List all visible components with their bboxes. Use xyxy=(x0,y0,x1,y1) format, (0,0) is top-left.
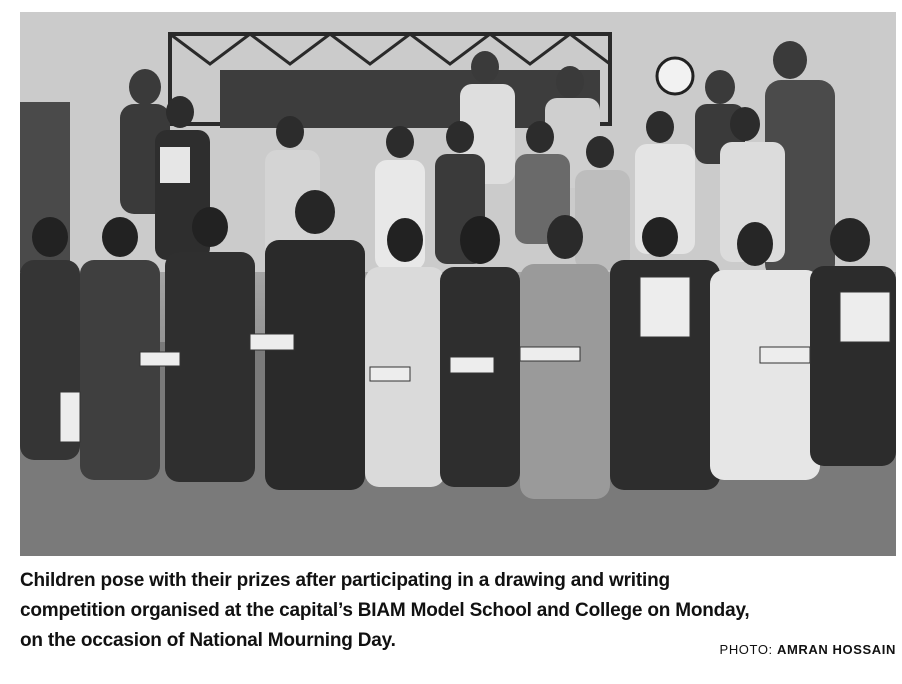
photo-credit-name: AMRAN HOSSAIN xyxy=(776,642,896,657)
caption-line-1: Children pose with their prizes after participating in a drawing and writing xyxy=(20,570,670,591)
photo-credit xyxy=(720,642,896,657)
caption-line-2: competition organised at the capital’s BIAM Model School and College on Monday, xyxy=(20,600,750,621)
clock-icon xyxy=(657,58,693,94)
photo-credit-label: PHOTO: xyxy=(719,642,773,657)
caption-line-3: on the occasion of National Mourning Day. xyxy=(20,630,396,651)
news-photo xyxy=(20,12,896,556)
